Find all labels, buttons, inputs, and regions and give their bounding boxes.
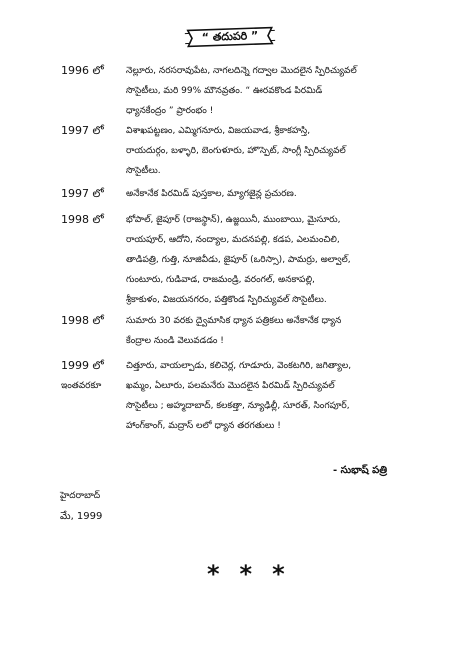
entry-line: భోపాల్, జైపూర్ (రాజస్థాన్), ఉజ్జయినీ, ముంబాయి, మైసూరు, (126, 215, 341, 225)
entry-year: 1997 లో (61, 187, 104, 200)
entry-text (126, 61, 426, 121)
entry-year: 1997 లో (61, 124, 104, 137)
entry-line: చిత్తూరు, వాయల్పాడు, కలిచెర్ల, గూడూరు, వెంకటగిరి, జగిత్యాల, (126, 361, 352, 371)
section-end-stars: *** (207, 560, 305, 588)
page-heading: “ తదుపరి ” (201, 29, 259, 44)
entry-line: సొసైటీలు ; అహ్మదాబాద్, కలకత్తా, న్యూఢిల్లీ, సూరత్, సింగపూర్, (126, 401, 350, 411)
entry-line: గుంటూరు, గుడివాడ, రాజమండ్రి, వరంగల్, అనకాపల్లి, (126, 275, 315, 285)
entry-text (126, 121, 426, 181)
entry-text (126, 311, 426, 351)
entry-year: 1999 లో (61, 359, 104, 372)
date-line: మే, 1999 (60, 511, 103, 522)
entry-line: రాయదుర్గం, బళ్ళారి, బెంగుళూరు, హొస్పెట్, సాంగ్లీ స్పిరిచ్యువల్ (126, 146, 346, 156)
entry-year: 1998 లో (61, 314, 104, 327)
entry-line: తాడిపత్రి, గుత్తి, నూజివీడు, జైపూర్ (ఒరిస్సా), పామర్రు, అల్వాల్, (126, 255, 351, 265)
place-line: హైదరాబాద్ (60, 491, 101, 501)
entry-text (126, 184, 426, 204)
entry-line: రాయపూర్, ఆదోని, నంద్యాల, మదనపల్లి, కడప, ఎలమంచిలి, (126, 235, 340, 245)
entry-line: ఖమ్మం, ఏలూరు, పలమనేరు మొదలైన పిరమిడ్ స్పిరిచ్యువల్ (126, 381, 335, 391)
entry-text (126, 356, 426, 436)
entry-year-sub: ఇంతవరకూ (61, 381, 102, 391)
entry-line: శ్రీకాకుళం, విజయనగరం, పత్తికొండ స్పిరిచ్యువల్ సొసైటీలు. (126, 295, 327, 305)
entry-line: సొసైటీలు, మరి 99% మౌనవ్రతం. “ ఊరవకొండ పిరమిడ్ (126, 86, 323, 96)
entry-line: నెల్లూరు, నరసరావుపేట, నాగలదిన్నె గద్వాల మొదలైన స్పిరిచ్యువల్ (126, 66, 357, 76)
entry-line: ధ్యానకేంద్రం ” ప్రారంభం ! (126, 106, 214, 116)
entry-line: అనేకానేక పిరమిడ్ పుస్తకాల, మ్యాగజైన్ల ప్రచురణ. (126, 189, 297, 199)
entry-text (126, 210, 426, 310)
entry-line: సుమారు 30 వరకు ద్వైమాసిక ధ్యాన పత్రికలు అనేకానేక ధ్యాన (126, 316, 342, 326)
entry-line: హాంగ్‌కాంగ్, మద్రాస్ లలో ధ్యాన తరగతులు ! (126, 421, 281, 431)
entry-line: కేంద్రాల నుండి వెలువడడం ! (126, 336, 224, 346)
entry-line: సొసైటీలు. (126, 166, 161, 176)
heading-banner (184, 24, 277, 49)
entry-year: 1996 లో (61, 64, 104, 77)
entry-year: 1998 లో (61, 213, 104, 226)
entry-line: విశాఖపట్టణం, ఎమ్మిగనూరు, విజయవాడ, శ్రీకాకహస్తి, (126, 126, 311, 136)
author-signature: - సుభాష్ పత్రి (333, 465, 388, 476)
